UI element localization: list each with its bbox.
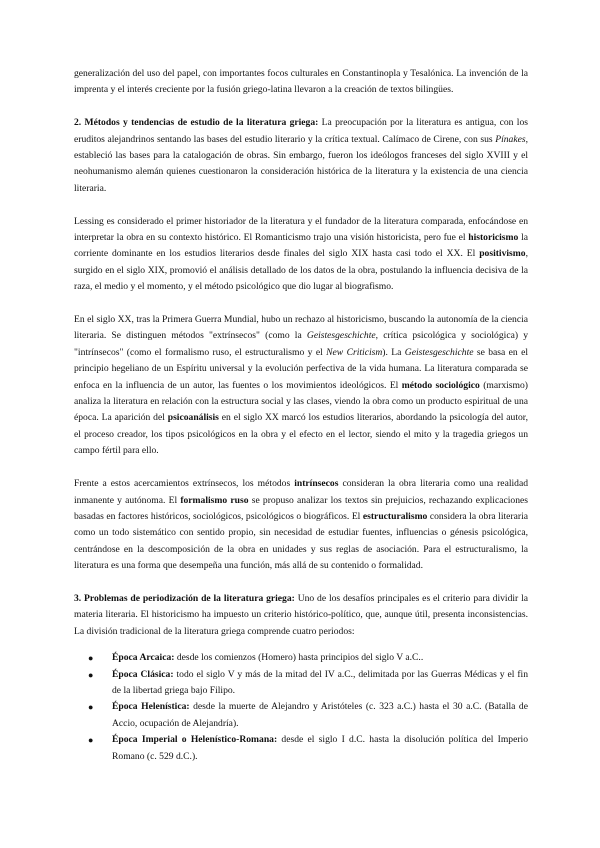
list-item <box>88 667 528 700</box>
paragraph-text: ). La <box>382 346 405 358</box>
bullet-icon: ● <box>88 653 94 664</box>
paragraph-text: , surgido en el siglo XIX, promovió el análisis detallado de los datos de la obra, postulando la influencia decisiva de la raza, el medio y el momento, y el método psicológico que dio lugar al biografismo. <box>74 248 528 293</box>
paragraph-papel-imprenta <box>74 66 528 99</box>
list-item <box>88 732 528 765</box>
paragraph-siglo-xx <box>74 312 528 460</box>
paragraph-text: Frente a estos acercamientos extrínsecos, los métodos <box>74 478 295 490</box>
period-text: desde la muerte de Alejandro y Aristóteles (c. 323 a.C.) hasta el 30 a.C. (Batalla de Accio, ocupación de Alejandría). <box>112 701 528 729</box>
term-new-criticism: New Criticism <box>326 346 383 358</box>
term-formalismo-ruso: formalismo ruso <box>180 494 249 506</box>
paragraph-text: consideran la obra literaria como una realidad inmanente y autónoma. El <box>74 478 529 506</box>
paragraph-metodos-intrinsecos <box>74 476 528 574</box>
section-heading-metodos: 2. Métodos y tendencias de estudio de la literatura griega: <box>74 117 319 129</box>
term-positivismo: positivismo <box>479 248 526 260</box>
period-label: Época Arcaica: <box>112 652 175 664</box>
period-text: todo el siglo V y más de la mitad del IV a.C., delimitada por las Guerras Médicas y el fin de la libertad griega bajo Filipo. <box>112 668 528 696</box>
term-intrinsecos: intrínsecos <box>294 478 339 490</box>
period-label: Época Imperial o Helenístico-Romana: <box>112 734 278 746</box>
list-item <box>88 650 528 666</box>
term-historicismo: historicismo <box>468 232 519 244</box>
paragraph-text: Lessing es considerado el primer historiador de la literatura y el fundador de la literatura comparada, enfocándose en interpretar la obra en su contexto histórico. El Romanticismo trajo una visión historicista, pero fue el <box>74 215 528 244</box>
bullet-icon: ● <box>88 735 94 746</box>
paragraph-lessing-historicismo <box>74 214 528 296</box>
period-text: desde el siglo I d.C. hasta la disolución política del Imperio Romano (c. 529 d.C.). <box>112 734 528 762</box>
paragraph-periodizacion <box>74 591 528 640</box>
term-geistesgeschichte: Geistesgeschichte <box>306 330 376 342</box>
term-metodo-sociologico: método sociológico <box>401 379 480 391</box>
paragraph-metodos-tendencias <box>74 115 528 197</box>
bullet-icon: ● <box>88 702 94 713</box>
list-item <box>88 699 528 732</box>
period-text: desde los comienzos (Homero) hasta principios del siglo V a.C.. <box>174 652 424 664</box>
paragraph-text: , crítica psicológica y sociológica) y "intrínsecos" (como el formalismo ruso, el estructuralismo y el <box>74 330 528 358</box>
term-geistesgeschichte: Geistesgeschichte <box>404 346 474 358</box>
section-heading-periodizacion: 3. Problemas de periodización de la literatura griega: <box>74 592 295 604</box>
document-page <box>74 66 528 765</box>
period-label: Época Clásica: <box>112 668 174 680</box>
period-label: Época Helenística: <box>112 701 190 713</box>
paragraph-text: la corriente dominante en los estudios literarios desde finales del siglo XIX hasta casi todo el XX. El <box>74 232 528 260</box>
paragraph-text: En el siglo XX, tras la Primera Guerra Mundial, hubo un rechazo al historicismo, buscando la autonomía de la ciencia literaria. Se distinguen métodos "extrínsecos" (como la <box>74 314 528 342</box>
periods-list <box>74 650 528 765</box>
bullet-icon: ● <box>88 669 94 680</box>
paragraph-text: considera la obra literaria como un todo sistemático con sentido propio, sin necesidad de estudiar fuentes, influencias o génesis psicológica, centrándose en la descomposición de la obra en unidades y sus reglas de asociación. Para el estructuralismo, la literatura es una forma que desempeña una función, más allá de su contenido o formalidad. <box>74 510 529 572</box>
term-psicoanalisis: psicoanálisis <box>167 412 219 424</box>
paragraph-text: en el siglo XX marcó los estudios literarios, abordando la psicología del autor, el proceso creador, los tipos psicológicos en la obra y el efecto en el lector, siendo el mito y la tragedia griegos un campo fértil para ello. <box>74 412 528 457</box>
term-pinakes: Pínakes <box>495 133 526 145</box>
paragraph-text: se basa en el principio hegeliano de un Espíritu universal y la evolución perfectiva de la vida humana. La literatura comparada se enfoca en la influencia de un autor, las fuentes o los movimientos ideológicos. El <box>74 346 529 391</box>
paragraph-text: se propuso analizar los textos sin prejuicios, rechazando explicaciones basadas en factores históricos, sociológicos, psicológicos o biográficos. El <box>74 494 528 522</box>
term-estructuralismo: estructuralismo <box>362 510 428 522</box>
paragraph-text: (marxismo) analiza la literatura en relación con la estructura social y las clases, viendo la obra como un producto espiritual de una época. La aparición del <box>74 379 528 424</box>
paragraph-text: Uno de los desafíos principales es el criterio para dividir la materia literaria. El historicismo ha impuesto un criterio histórico-político, que, aunque útil, presenta inconsistencias. La división tradicional de la literatura griega comprende cuatro periodos: <box>74 592 529 637</box>
paragraph-text: , estableció las bases para la catalogación de obras. Sin embargo, fueron los ideólogos franceses del siglo XVIII y el neohumanismo alemán quienes cuestionaron la consideración histórica de la literatura y la existencia de una ciencia literaria. <box>74 133 528 194</box>
paragraph-text: generalización del uso del papel, con importantes focos culturales en Constantinopla y Tesalónica. La invención de la imprenta y el interés creciente por la fusión griego-latina llevaron a la creación de textos bilingües. <box>74 68 528 96</box>
paragraph-text: La preocupación por la literatura es antigua, con los eruditos alejandrinos sentando las bases del estudio literario y la crítica textual. Calímaco de Cirene, con sus <box>74 117 528 145</box>
